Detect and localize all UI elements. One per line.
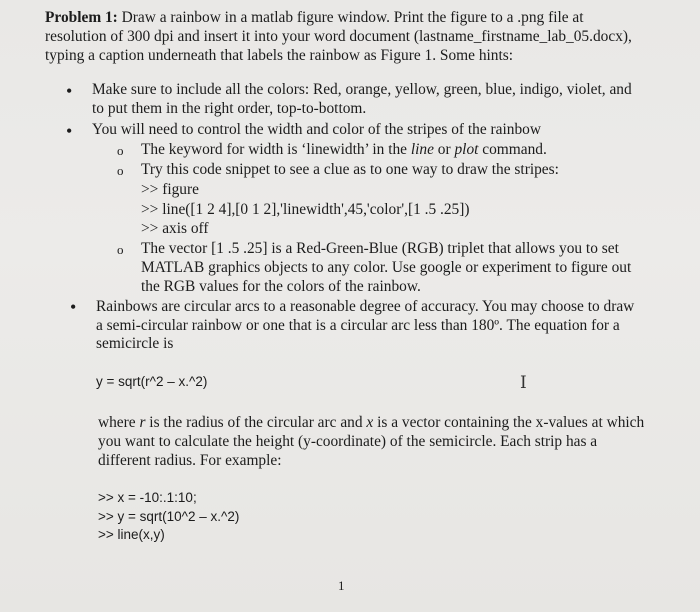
hint2-sub3-line-1: The vector [1 .5 .25] is a Red-Green-Blue (RGB) triplet that allows you to set — [141, 240, 619, 257]
sub-bullet-icon: o — [117, 143, 124, 158]
code-line-figure: >> figure — [141, 181, 199, 198]
hint2-sub1: The keyword for width is ‘linewidth’ in the line or plot command. — [141, 141, 547, 158]
where-line-1: where r is the radius of the circular arc and x is a vector containing the x-values at which — [98, 414, 645, 431]
page-number: 1 — [338, 578, 345, 593]
bullet-icon: • — [66, 121, 73, 141]
sub-bullet-icon: o — [117, 163, 124, 178]
bullet-icon: • — [70, 297, 77, 317]
semicircle-formula: y = sqrt(r^2 – x.^2) — [96, 374, 208, 389]
where-line-2: you want to calculate the height (y-coordinate) of the semicircle. Each strip has a — [98, 433, 598, 450]
where-line-3: different radius. For example: — [98, 452, 282, 469]
hint2-sub2: Try this code snippet to see a clue as to one way to draw the stripes: — [141, 161, 559, 178]
hint2-sub3-line-2: MATLAB graphics objects to any color. Use google or experiment to figure out — [141, 259, 632, 276]
code-line-axis: >> axis off — [141, 220, 209, 237]
hint1-line-2: to put them in the right order, top-to-bottom. — [92, 100, 367, 117]
example-code-y: >> y = sqrt(10^2 – x.^2) — [98, 509, 240, 524]
hint2-line: You will need to control the width and color of the stripes of the rainbow — [92, 121, 541, 138]
example-code-line: >> line(x,y) — [98, 527, 165, 542]
problem-intro-line-3: typing a caption underneath that labels the rainbow as Figure 1. Some hints: — [45, 47, 514, 64]
problem-intro-line-2: resolution of 300 dpi and insert it into your word document (lastname_firstname_lab_05.docx), — [45, 28, 632, 45]
problem-heading: Problem 1: — [45, 9, 118, 26]
hint1-line-1: Make sure to include all the colors: Red, orange, yellow, green, blue, indigo, violet, and — [92, 81, 632, 98]
sub-bullet-icon: o — [117, 242, 124, 257]
hint3-line-2: a semi-circular rainbow or one that is a circular arc less than 180º. The equation for a — [96, 317, 620, 334]
hint2-sub3-line-3: the RGB values for the colors of the rainbow. — [141, 278, 421, 295]
example-code-x: >> x = -10:.1:10; — [98, 490, 197, 505]
bullet-icon: • — [66, 81, 73, 101]
hint3-line-1: Rainbows are circular arcs to a reasonable degree of accuracy. You may choose to draw — [96, 298, 635, 315]
text-cursor-icon: I — [520, 373, 527, 393]
code-line-line: >> line([1 2 4],[0 1 2],'linewidth',45,'color',[1 .5 .25]) — [141, 201, 470, 218]
hint3-line-3: semicircle is — [96, 335, 174, 352]
problem-intro-line-1: Problem 1: Draw a rainbow in a matlab figure window. Print the figure to a .png file at — [45, 9, 584, 26]
